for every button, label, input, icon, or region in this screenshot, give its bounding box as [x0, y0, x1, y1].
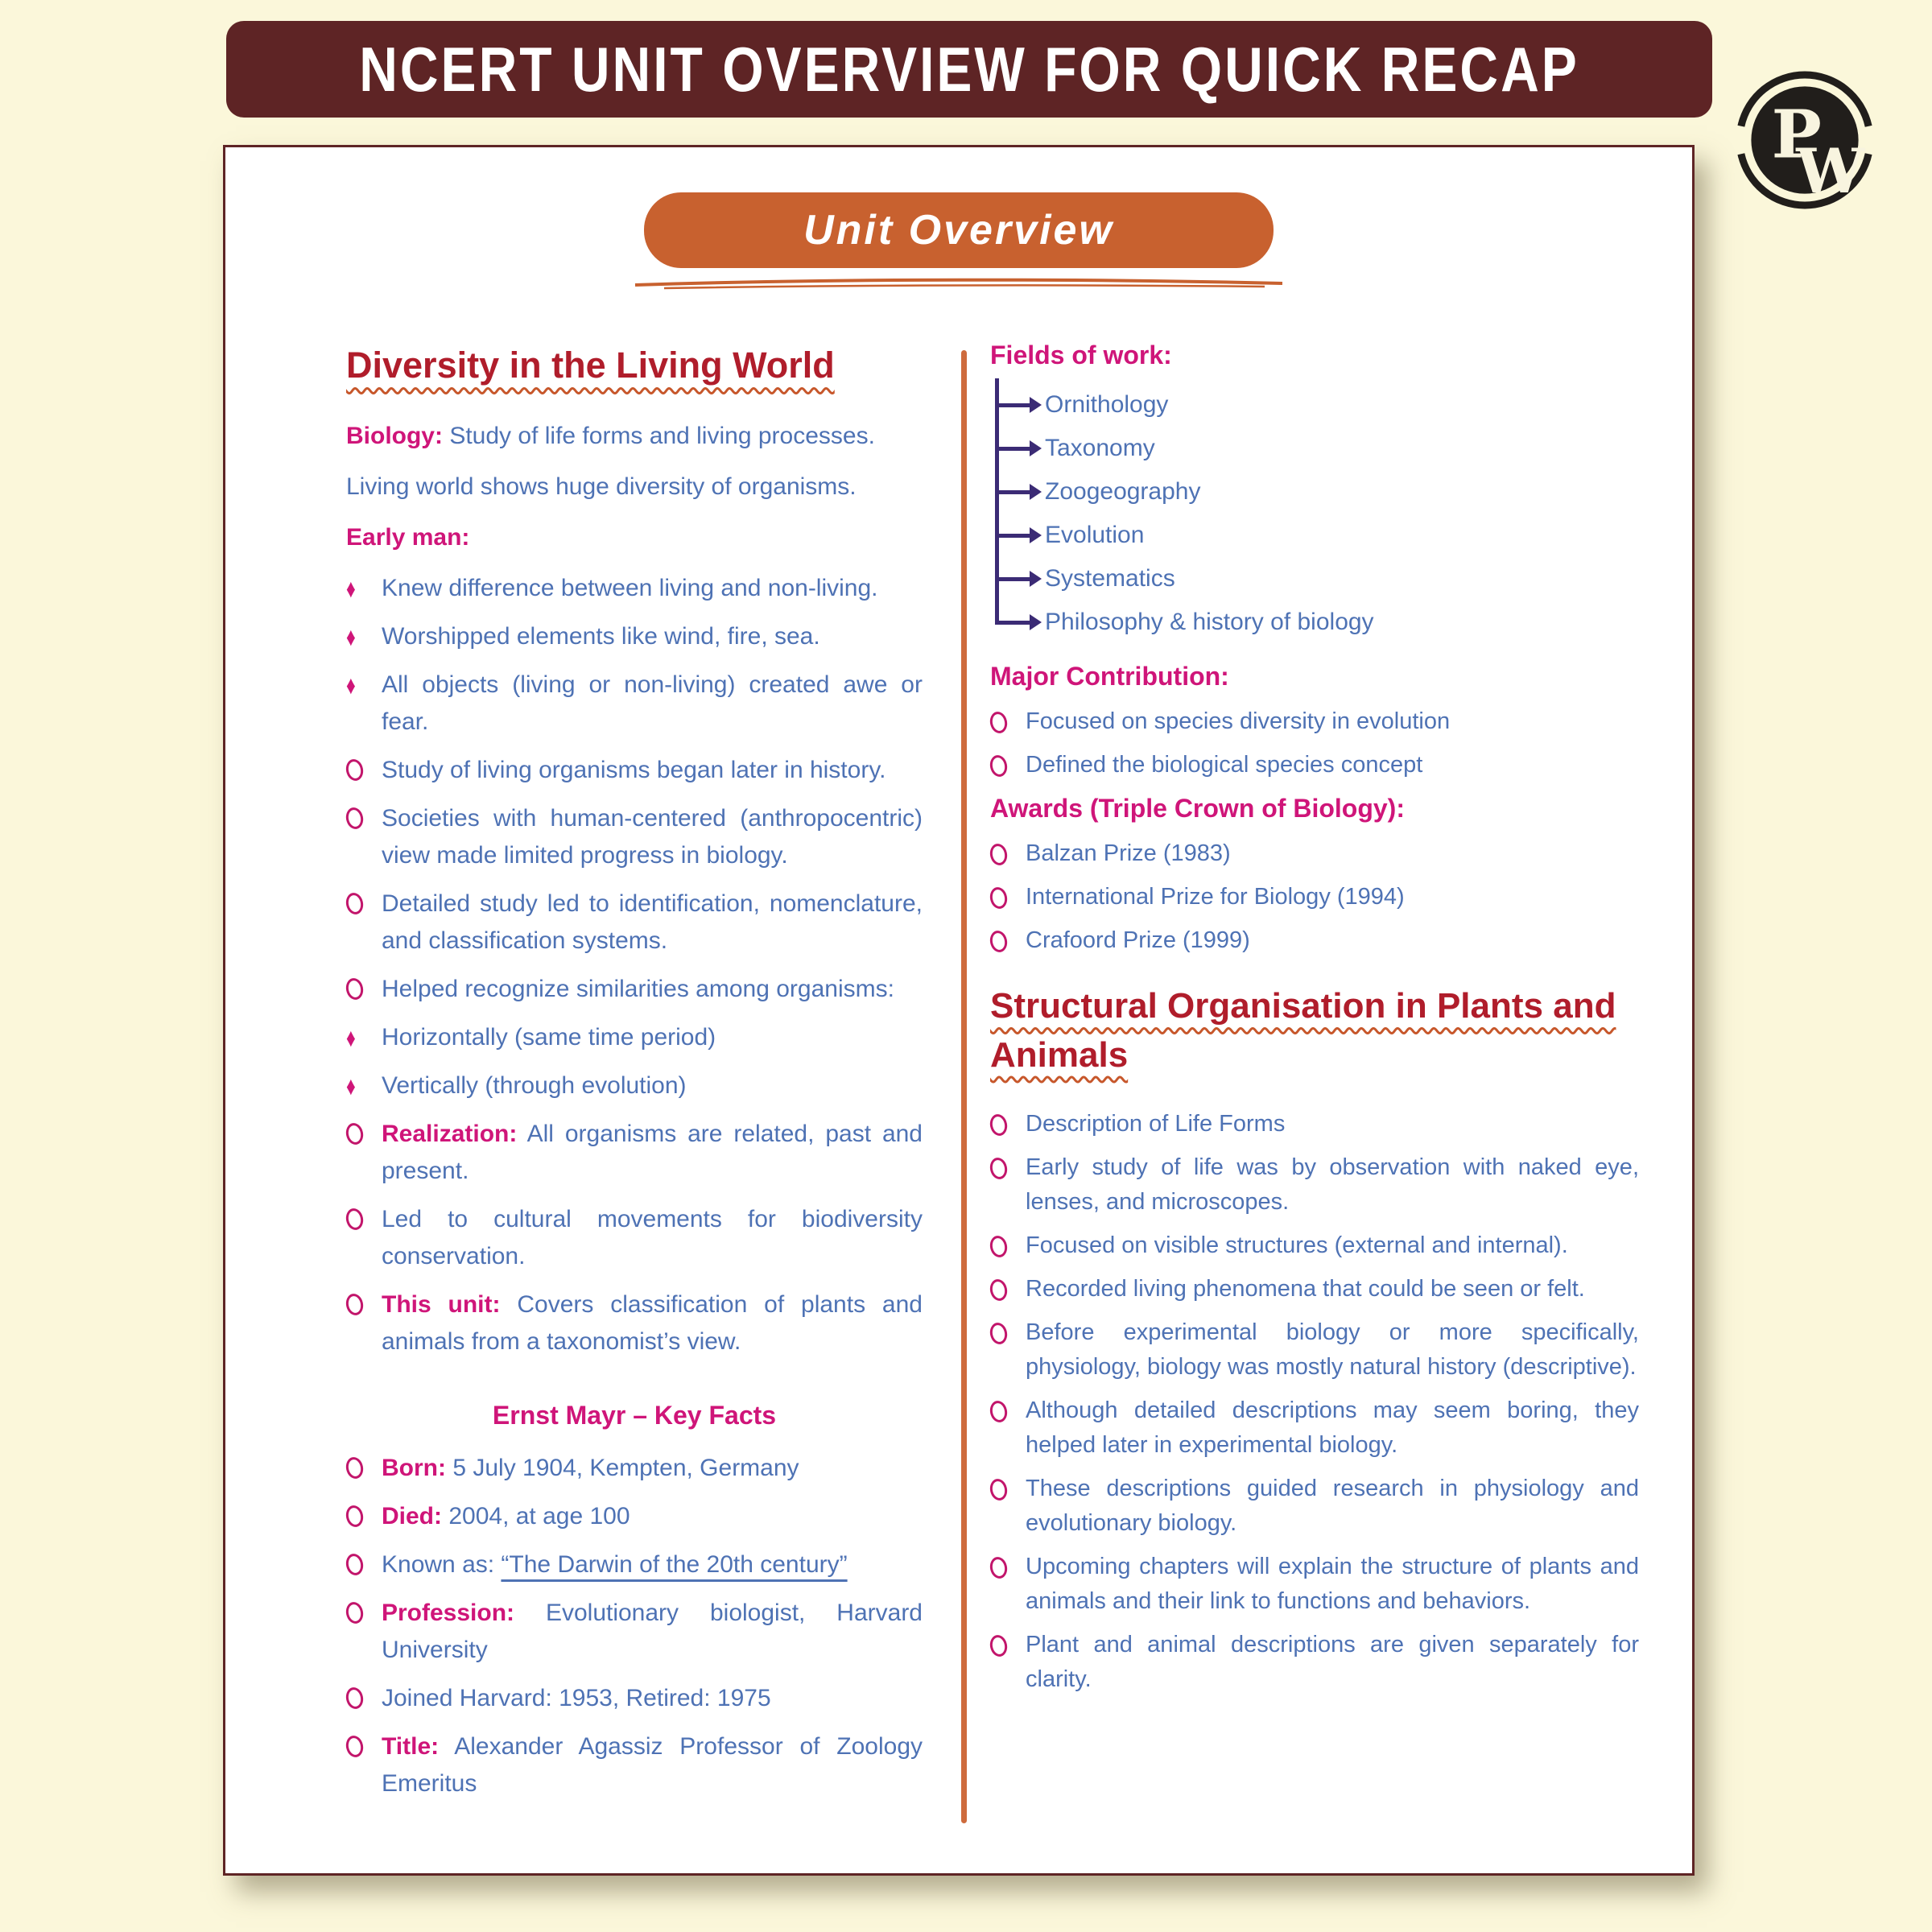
text-segment-body: Knew difference between living and non-living.: [382, 575, 878, 602]
tree-item-label: Ornithology: [1045, 391, 1169, 418]
text-segment-label: Title:: [382, 1733, 440, 1761]
oval-bullet-icon: [346, 971, 382, 1008]
tree-item: [995, 383, 1639, 427]
text-segment-label: Early man:: [346, 524, 470, 551]
banner: [226, 21, 1712, 118]
oval-bullet-icon: [990, 1628, 1026, 1697]
diamond-bullet-icon: ♦: [346, 1071, 356, 1101]
item-text: [382, 1201, 923, 1275]
list-item: [346, 800, 923, 874]
list-item: [346, 519, 923, 556]
content-card: [223, 145, 1695, 1876]
item-text: [1026, 704, 1639, 739]
section-heading-structural: [990, 982, 1639, 1080]
oval-bullet-icon: [990, 1272, 1026, 1307]
oval-bullet-icon: [990, 704, 1026, 739]
oval-bullet-icon: [990, 1472, 1026, 1541]
list-item: [990, 836, 1639, 871]
text-segment-body: Living world shows huge diversity of organisms.: [346, 473, 857, 501]
text-segment-label: Profession:: [382, 1600, 515, 1627]
text-segment-body: Study of living organisms began later in history.: [382, 757, 886, 784]
text-segment-body: Focused on species diversity in evolution: [1026, 708, 1451, 734]
list-item: [346, 418, 923, 455]
list-item: [346, 618, 923, 655]
text-segment-body: Joined Harvard: 1953, Retired: 1975: [382, 1685, 771, 1712]
list-item: [346, 1286, 923, 1360]
oval-bullet-icon: [990, 1315, 1026, 1385]
oval-bullet-icon: [346, 752, 382, 789]
oval-bullet-icon: [346, 1680, 382, 1717]
item-text: [1026, 1107, 1639, 1141]
oval-bullet-icon: [990, 923, 1026, 958]
oval-bullet-icon: [990, 748, 1026, 782]
list-item: [346, 1116, 923, 1190]
list-item: [346, 1680, 923, 1717]
tree-item-label: Zoogeography: [1045, 478, 1201, 505]
text-segment-body: Description of Life Forms: [1026, 1111, 1286, 1137]
oval-bullet-icon: [990, 836, 1026, 871]
item-text: [382, 618, 923, 655]
item-text: [382, 1067, 923, 1104]
text-segment-body: Study of life forms and living processes.: [443, 423, 875, 450]
oval-bullet-icon: [346, 1546, 382, 1583]
text-segment-body: Balzan Prize (1983): [1026, 840, 1231, 866]
text-segment-body: Before experimental biology or more specifically, physiology, biology was mostly natural history (descriptive).: [1026, 1319, 1639, 1381]
text-segment-underline: “The Darwin of the 20th century”: [501, 1551, 848, 1579]
text-segment-body: Defined the biological species concept: [1026, 752, 1423, 778]
text-segment-body: Known as:: [382, 1551, 502, 1579]
oval-bullet-icon: [990, 1393, 1026, 1463]
text-segment-body: All objects (living or non-living) created awe or fear.: [382, 671, 923, 736]
text-segment-body: Focused on visible structures (external and internal).: [1026, 1232, 1568, 1259]
diversity-list: [346, 570, 923, 1360]
list-item: [346, 570, 923, 607]
text-segment-body: International Prize for Biology (1994): [1026, 884, 1405, 910]
oval-bullet-icon: [346, 1116, 382, 1190]
list-item: [990, 1272, 1639, 1307]
item-text: [1026, 880, 1639, 914]
item-text: [382, 1116, 923, 1190]
list-item: [346, 469, 923, 506]
text-segment-body: Alexander Agassiz Professor of Zoology Emeritus: [382, 1733, 923, 1798]
list-item: [990, 1228, 1639, 1263]
text-segment-body: Plant and animal descriptions are given separately for clarity.: [1026, 1632, 1639, 1693]
item-text: [382, 1728, 923, 1802]
fields-of-work-tree: [995, 383, 1639, 644]
ernst-mayr-list: [346, 1450, 923, 1802]
ernst-mayr-heading: Ernst Mayr – Key Facts: [492, 1401, 777, 1430]
left-column: [346, 341, 923, 1814]
awards-list: [990, 836, 1639, 958]
oval-bullet-icon: [346, 1450, 382, 1487]
item-text: [382, 886, 923, 960]
list-item: [990, 1472, 1639, 1541]
right-column: [990, 341, 1639, 1706]
item-text: [382, 800, 923, 874]
diamond-bullet-icon: ♦: [346, 622, 356, 652]
oval-bullet-icon: [346, 800, 382, 874]
text-segment-body: Upcoming chapters will explain the structure of plants and animals and their link to functions and behaviors.: [1026, 1554, 1639, 1615]
list-item: [990, 1393, 1639, 1463]
arrow-icon: [995, 490, 1030, 494]
item-text: [382, 1498, 923, 1535]
section-heading-diversity-text: Diversity in the Living World: [346, 345, 835, 386]
unit-overview-pill: [644, 192, 1274, 268]
list-item: [346, 1728, 923, 1802]
text-segment-body: These descriptions guided research in physiology and evolutionary biology.: [1026, 1476, 1639, 1537]
oval-bullet-icon: [346, 886, 382, 960]
text-segment-label: Born:: [382, 1455, 446, 1482]
text-segment-body: Vertically (through evolution): [382, 1072, 687, 1100]
text-segment-body: Societies with human-centered (anthropocentric) view made limited progress in biology.: [382, 805, 923, 869]
oval-bullet-icon: [346, 1201, 382, 1275]
text-segment-body: Worshipped elements like wind, fire, sea.: [382, 623, 820, 650]
item-text: [1026, 923, 1639, 958]
item-text: [1026, 748, 1639, 782]
awards-heading: Awards (Triple Crown of Biology):: [990, 794, 1405, 823]
item-text: [346, 519, 923, 556]
tree-item: [995, 514, 1639, 557]
text-segment-body: Early study of life was by observation with naked eye, lenses, and microscopes.: [1026, 1154, 1639, 1216]
text-segment-body: Led to cultural movements for biodiversity conservation.: [382, 1206, 923, 1270]
item-text: [346, 418, 923, 455]
item-text: [382, 1286, 923, 1360]
list-item: [990, 1315, 1639, 1385]
item-text: [1026, 1628, 1639, 1697]
oval-bullet-icon: [990, 880, 1026, 914]
list-item: [990, 1628, 1639, 1697]
arrow-icon: [995, 534, 1030, 538]
text-segment-body: Detailed study led to identification, nomenclature, and classification systems.: [382, 890, 923, 955]
oval-bullet-icon: [346, 1498, 382, 1535]
diamond-bullet-icon: ♦: [346, 671, 356, 700]
text-segment-label: This unit:: [382, 1291, 501, 1319]
diamond-bullet-icon: ♦: [346, 574, 356, 604]
text-segment-label: Died:: [382, 1503, 442, 1530]
list-item: [990, 704, 1639, 739]
tree-item-label: Evolution: [1045, 522, 1145, 548]
item-text: [1026, 1550, 1639, 1619]
list-item: [346, 1546, 923, 1583]
text-segment-body: 5 July 1904, Kempten, Germany: [445, 1455, 799, 1482]
text-segment-label: Biology:: [346, 423, 443, 450]
list-item: [990, 1550, 1639, 1619]
unit-overview-title: Unit Overview: [803, 207, 1114, 254]
list-item: [346, 752, 923, 789]
text-segment-body: Evolutionary biologist, Harvard University: [382, 1600, 923, 1664]
item-text: [1026, 1272, 1639, 1307]
list-item: [990, 923, 1639, 958]
text-segment-body: Covers classification of plants and animals from a taxonomist’s view.: [382, 1291, 923, 1356]
arrow-icon: [995, 403, 1030, 407]
tree-item: [995, 470, 1639, 514]
item-text: [382, 971, 923, 1008]
logo-letter-w: W: [1796, 134, 1865, 207]
item-text: [382, 667, 923, 741]
intro-list: [346, 418, 923, 556]
item-text: [382, 1680, 923, 1717]
item-text: [382, 1595, 923, 1669]
item-text: [346, 469, 923, 506]
oval-bullet-icon: [346, 1286, 382, 1360]
list-item: [346, 1019, 923, 1056]
oval-bullet-icon: [990, 1228, 1026, 1263]
text-segment-body: Helped recognize similarities among organisms:: [382, 976, 894, 1003]
item-text: [1026, 1472, 1639, 1541]
section-heading-structural-text: Structural Organisation in Plants and Animals: [990, 986, 1616, 1075]
item-text: [382, 1019, 923, 1056]
list-item: [346, 1201, 923, 1275]
item-text: [1026, 1393, 1639, 1463]
logo-letter-p: P: [1771, 94, 1822, 174]
text-segment-body: Although detailed descriptions may seem boring, they helped later in experimental biology.: [1026, 1397, 1639, 1459]
text-segment-body: 2004, at age 100: [442, 1503, 630, 1530]
item-text: [1026, 1315, 1639, 1385]
pw-logo: [1732, 68, 1877, 213]
tree-item-label: Taxonomy: [1045, 435, 1155, 461]
list-item: [990, 748, 1639, 782]
pw-logo-icon: [1732, 68, 1877, 213]
list-item: [990, 880, 1639, 914]
banner-title: NCERT UNIT OVERVIEW FOR QUICK RECAP: [359, 34, 1579, 105]
item-text: [382, 1546, 923, 1583]
tree-item-label: Systematics: [1045, 565, 1175, 592]
arrow-icon: [995, 447, 1030, 451]
list-item: [346, 1498, 923, 1535]
item-text: [382, 752, 923, 789]
item-text: [382, 1450, 923, 1487]
list-item: [990, 1107, 1639, 1141]
oval-bullet-icon: [346, 1728, 382, 1802]
pill-underline-stroke: [629, 276, 1289, 292]
list-item: [346, 667, 923, 741]
structural-list: [990, 1107, 1639, 1697]
major-contribution-heading: Major Contribution:: [990, 662, 1229, 691]
tree-item: [995, 557, 1639, 601]
oval-bullet-icon: [990, 1550, 1026, 1619]
list-item: [346, 1450, 923, 1487]
list-item: [346, 886, 923, 960]
tree-item: [995, 601, 1639, 644]
text-segment-body: Crafoord Prize (1999): [1026, 927, 1250, 953]
text-segment-body: Recorded living phenomena that could be seen or felt.: [1026, 1276, 1585, 1302]
item-text: [1026, 1228, 1639, 1263]
arrow-icon: [995, 621, 1030, 625]
item-text: [1026, 836, 1639, 871]
tree-item-label: Philosophy & history of biology: [1045, 609, 1374, 635]
list-item: [346, 1595, 923, 1669]
list-item: [346, 1067, 923, 1104]
item-text: [382, 570, 923, 607]
arrow-icon: [995, 577, 1030, 581]
column-divider: [961, 350, 967, 1823]
list-item: [990, 1150, 1639, 1220]
fields-of-work-heading: Fields of work:: [990, 341, 1172, 369]
text-segment-body: All organisms are related, past and present.: [382, 1121, 923, 1185]
diamond-bullet-icon: ♦: [346, 1023, 356, 1053]
tree-item: [995, 427, 1639, 470]
item-text: [1026, 1150, 1639, 1220]
section-heading-diversity: [346, 341, 923, 390]
text-segment-body: Horizontally (same time period): [382, 1024, 716, 1051]
oval-bullet-icon: [990, 1150, 1026, 1220]
major-contribution-list: [990, 704, 1639, 782]
oval-bullet-icon: [990, 1107, 1026, 1141]
text-segment-label: Realization:: [382, 1121, 518, 1148]
list-item: [346, 971, 923, 1008]
oval-bullet-icon: [346, 1595, 382, 1669]
